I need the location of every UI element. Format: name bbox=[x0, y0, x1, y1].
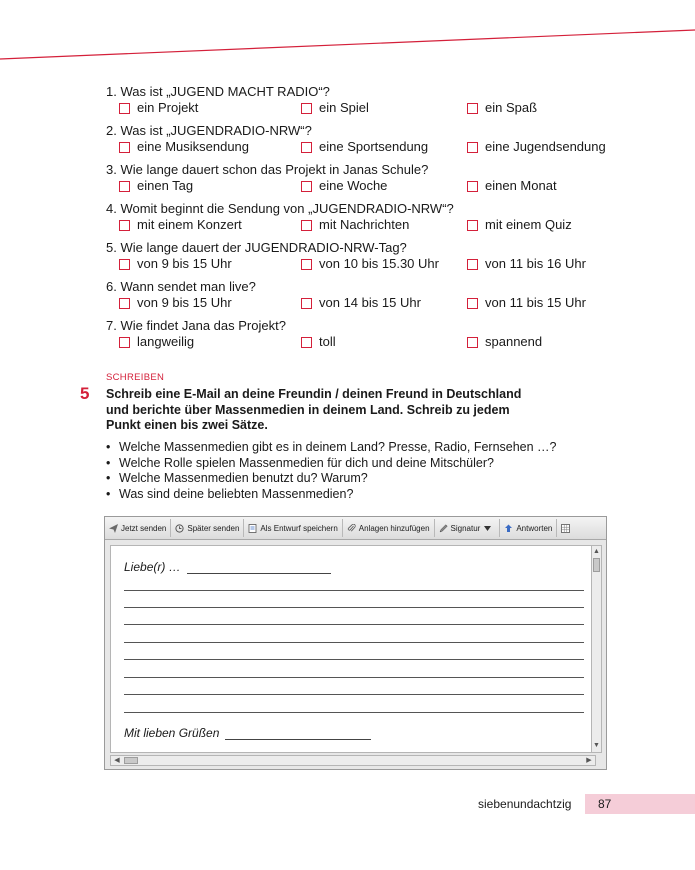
checkbox[interactable] bbox=[301, 103, 312, 114]
list-item: • Welche Rolle spielen Massenmedien für dich und deine Mitschüler? bbox=[106, 456, 557, 472]
checkbox[interactable] bbox=[119, 337, 130, 348]
scroll-thumb[interactable] bbox=[593, 558, 600, 572]
option[interactable]: toll bbox=[301, 334, 336, 350]
writing-line bbox=[124, 712, 584, 713]
list-item: • Was sind deine beliebten Massenmedien? bbox=[106, 487, 557, 503]
send-later-icon bbox=[175, 524, 184, 533]
question-2 bbox=[106, 123, 666, 162]
checkbox[interactable] bbox=[467, 181, 478, 192]
email-window bbox=[104, 516, 607, 770]
section-tag: SCHREIBEN bbox=[106, 372, 165, 383]
scroll-right-icon[interactable]: ▶ bbox=[586, 757, 592, 764]
option[interactable]: eine Jugendsendung bbox=[467, 139, 606, 155]
writing-line bbox=[124, 607, 584, 608]
option[interactable]: langweilig bbox=[119, 334, 194, 350]
checkbox[interactable] bbox=[119, 181, 130, 192]
option[interactable]: von 10 bis 15.30 Uhr bbox=[301, 256, 439, 272]
bullet-list bbox=[106, 440, 557, 502]
option[interactable]: eine Woche bbox=[301, 178, 387, 194]
checkbox[interactable] bbox=[467, 220, 478, 231]
question-5 bbox=[106, 240, 666, 279]
option[interactable]: ein Spaß bbox=[467, 100, 537, 116]
section-number: 5 bbox=[80, 384, 90, 403]
checkbox[interactable] bbox=[119, 259, 130, 270]
scroll-thumb[interactable] bbox=[124, 757, 138, 764]
option[interactable]: eine Sportsendung bbox=[301, 139, 428, 155]
checkbox[interactable] bbox=[467, 259, 478, 270]
checkbox[interactable] bbox=[119, 220, 130, 231]
checkbox[interactable] bbox=[467, 142, 478, 153]
checkbox[interactable] bbox=[119, 103, 130, 114]
checkbox[interactable] bbox=[467, 103, 478, 114]
closing-blank bbox=[225, 727, 371, 740]
question-text: 1. Was ist „JUGEND MACHT RADIO“? bbox=[106, 84, 330, 99]
page-number-word: siebenundachtzig bbox=[478, 797, 572, 811]
option[interactable]: ein Projekt bbox=[119, 100, 198, 116]
option[interactable]: eine Musiksendung bbox=[119, 139, 249, 155]
option[interactable]: mit einem Quiz bbox=[467, 217, 572, 233]
option[interactable]: von 9 bis 15 Uhr bbox=[119, 256, 232, 272]
send-later-button[interactable]: Später senden bbox=[170, 519, 243, 537]
greeting: Liebe(r) … bbox=[124, 560, 331, 574]
signature-button[interactable]: Signatur bbox=[434, 519, 500, 537]
checkbox[interactable] bbox=[301, 337, 312, 348]
quiz bbox=[106, 84, 666, 357]
scroll-down-icon[interactable]: ▼ bbox=[593, 742, 600, 749]
question-6 bbox=[106, 279, 666, 318]
send-icon bbox=[109, 524, 118, 533]
question-3 bbox=[106, 162, 666, 201]
greeting-blank bbox=[187, 561, 331, 574]
question-4 bbox=[106, 201, 666, 240]
send-now-button[interactable]: Jetzt senden bbox=[105, 519, 170, 537]
question-7 bbox=[106, 318, 666, 357]
question-text: 6. Wann sendet man live? bbox=[106, 279, 256, 294]
option[interactable]: von 11 bis 15 Uhr bbox=[467, 295, 586, 311]
scroll-left-icon[interactable]: ◀ bbox=[114, 757, 120, 764]
writing-line bbox=[124, 677, 584, 678]
checkbox[interactable] bbox=[301, 181, 312, 192]
horizontal-scrollbar[interactable] bbox=[110, 755, 596, 766]
writing-line bbox=[124, 659, 584, 660]
reply-button[interactable]: Antworten bbox=[499, 519, 556, 537]
option[interactable]: mit einem Konzert bbox=[119, 217, 242, 233]
email-toolbar bbox=[105, 517, 606, 540]
checkbox[interactable] bbox=[119, 142, 130, 153]
draft-icon bbox=[248, 524, 257, 533]
vertical-scrollbar[interactable] bbox=[591, 545, 602, 753]
question-text: 5. Wie lange dauert der JUGENDRADIO-NRW-Tag? bbox=[106, 240, 407, 255]
checkbox[interactable] bbox=[119, 298, 130, 309]
question-1 bbox=[106, 84, 666, 123]
page-number: 87 bbox=[598, 797, 612, 811]
question-text: 4. Womit beginnt die Sendung von „JUGENDRADIO-NRW“? bbox=[106, 201, 454, 216]
checkbox[interactable] bbox=[301, 259, 312, 270]
checkbox[interactable] bbox=[301, 220, 312, 231]
list-item: • Welche Massenmedien gibt es in deinem Land? Presse, Radio, Fernsehen …? bbox=[106, 440, 557, 456]
writing-line bbox=[124, 624, 584, 625]
writing-line bbox=[124, 694, 584, 695]
checkbox[interactable] bbox=[301, 298, 312, 309]
task-instruction: Schreib eine E-Mail an deine Freundin / deinen Freund in Deutschland und berichte über Massenmedien in deinem Land. Schreib zu jedem Punkt einen bis zwei Sätze. bbox=[106, 387, 522, 432]
pen-icon bbox=[439, 524, 448, 533]
option[interactable]: von 14 bis 15 Uhr bbox=[301, 295, 421, 311]
writing-line bbox=[124, 642, 584, 643]
option[interactable]: von 9 bis 15 Uhr bbox=[119, 295, 232, 311]
dropdown-arrow-icon bbox=[483, 524, 492, 533]
question-text: 7. Wie findet Jana das Projekt? bbox=[106, 318, 286, 333]
checkbox[interactable] bbox=[467, 298, 478, 309]
grid-menu-button[interactable] bbox=[556, 519, 577, 537]
paperclip-icon bbox=[347, 524, 356, 533]
checkbox[interactable] bbox=[467, 337, 478, 348]
question-text: 3. Wie lange dauert schon das Projekt in Janas Schule? bbox=[106, 162, 429, 177]
scroll-up-icon[interactable]: ▲ bbox=[593, 548, 600, 555]
save-draft-button[interactable]: Als Entwurf speichern bbox=[243, 519, 341, 537]
question-text: 2. Was ist „JUGENDRADIO-NRW“? bbox=[106, 123, 312, 138]
checkbox[interactable] bbox=[301, 142, 312, 153]
writing-line bbox=[124, 590, 584, 591]
email-body[interactable] bbox=[110, 545, 596, 753]
option[interactable]: spannend bbox=[467, 334, 542, 350]
attach-button[interactable]: Anlagen hinzufügen bbox=[342, 519, 434, 537]
option[interactable]: mit Nachrichten bbox=[301, 217, 409, 233]
grid-icon bbox=[561, 524, 570, 533]
reply-icon bbox=[504, 524, 513, 533]
option[interactable]: ein Spiel bbox=[301, 100, 369, 116]
list-item: • Welche Massenmedien benutzt du? Warum? bbox=[106, 471, 557, 487]
header-red-line bbox=[0, 0, 695, 70]
option[interactable]: einen Tag bbox=[119, 178, 193, 194]
option[interactable]: von 11 bis 16 Uhr bbox=[467, 256, 586, 272]
closing: Mit lieben Grüßen bbox=[124, 726, 371, 740]
option[interactable]: einen Monat bbox=[467, 178, 557, 194]
